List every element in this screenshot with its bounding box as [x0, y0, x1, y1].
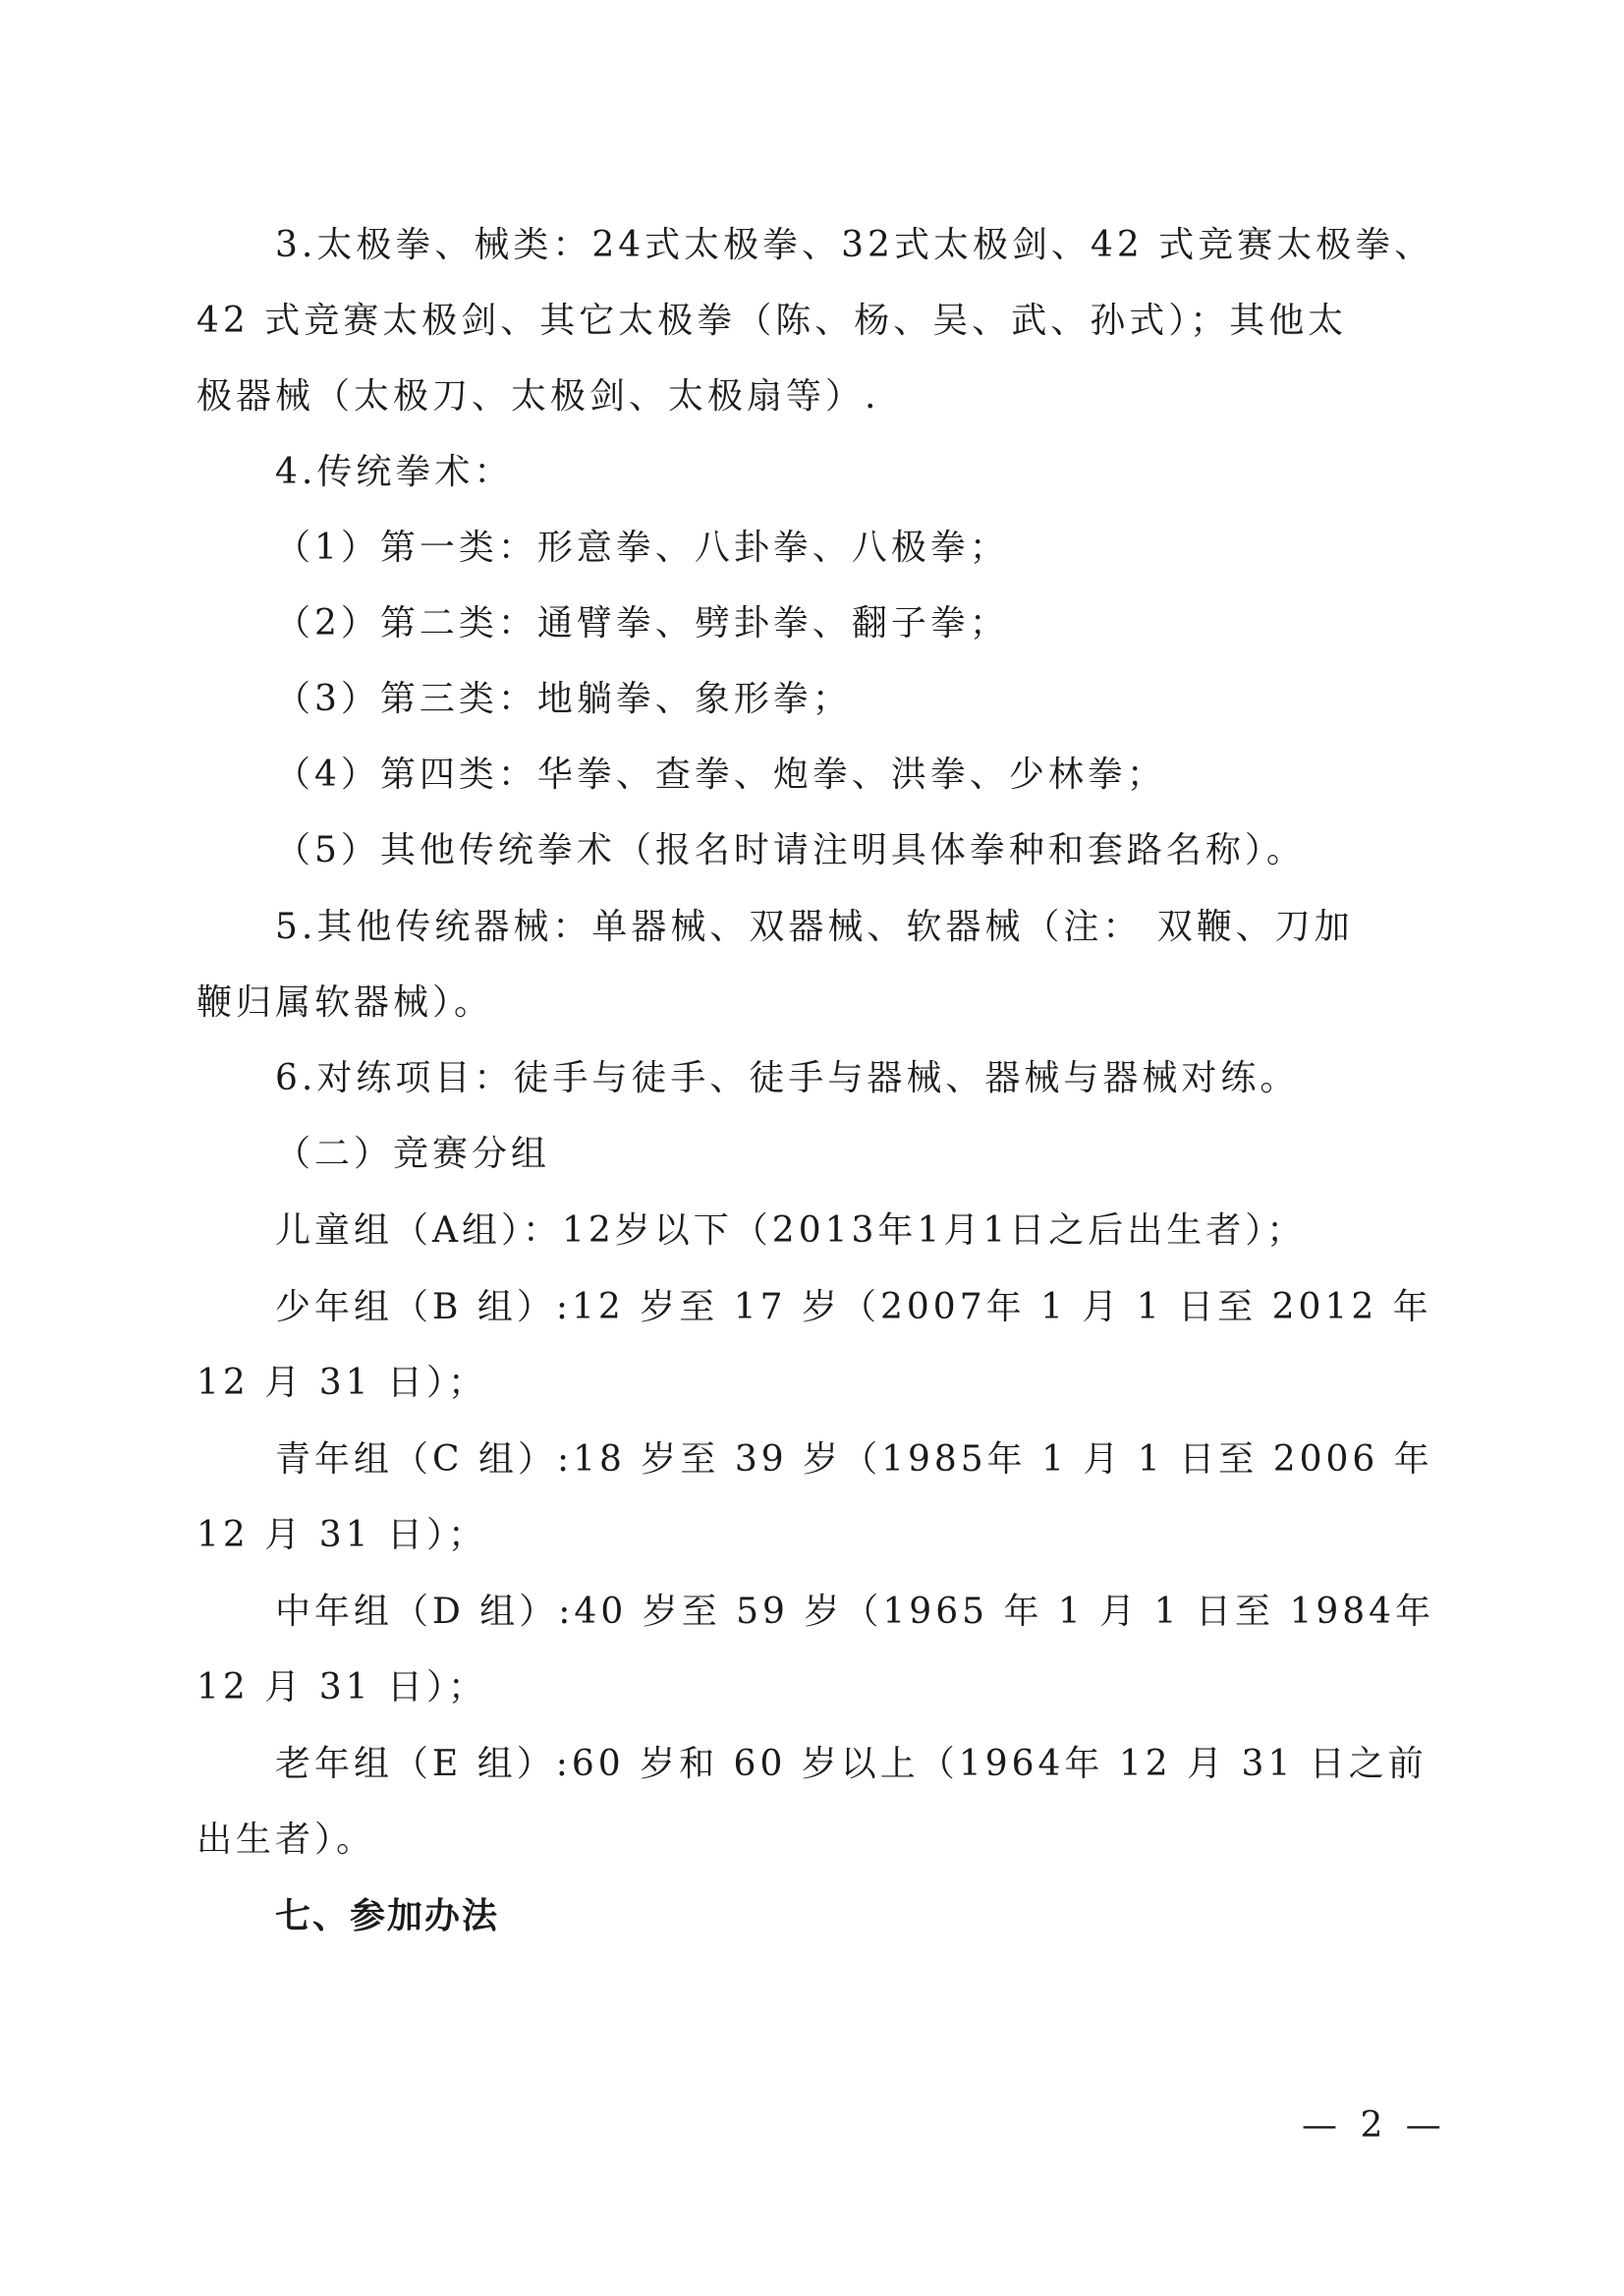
weapons-line-2: 鞭归属软器械）。	[196, 982, 494, 1023]
sparring-line: 6.对练项目：徒手与徒手、徒手与器械、器械与器械对练。	[275, 1058, 1300, 1098]
traditional-item-3: （3）第三类：地躺拳、象形拳；	[275, 679, 852, 719]
traditional-item-2: （2）第二类：通臂拳、劈卦拳、翻子拳；	[275, 603, 1009, 644]
group-a: 儿童组（A组）：12岁以下（2013年1月1日之后出生者）；	[275, 1210, 1307, 1251]
weapons-line-1: 5.其他传统器械：单器械、双器械、软器械（注： 双鞭、刀加	[275, 907, 1354, 947]
traditional-item-5: （5）其他传统拳术（报名时请注明具体拳种和套路名称）。	[275, 830, 1306, 870]
group-c-line-2: 12 月 31 日）；	[196, 1515, 487, 1555]
traditional-title: 4.传统拳术：	[275, 452, 514, 492]
group-d-line-2: 12 月 31 日）；	[196, 1667, 487, 1708]
taiji-line-1: 3.太极拳、械类：24式太极拳、32式太极剑、42 式竞赛太极拳、	[275, 225, 1434, 265]
group-d-line-1: 中年组（D 组）:40 岁至 59 岁（1965 年 1 月 1 日至 1984年	[275, 1592, 1435, 1632]
groups-title: （二）竞赛分组	[275, 1134, 551, 1174]
section-7-heading: 七、参加办法	[275, 1896, 500, 1936]
page-number: — 2 —	[1302, 2105, 1447, 2146]
taiji-line-2: 42 式竞赛太极剑、其它太极拳（陈、杨、吴、武、孙式）；其他太	[196, 301, 1348, 341]
group-b-line-2: 12 月 31 日）；	[196, 1363, 487, 1403]
group-e-line-2: 出生者）。	[196, 1820, 376, 1860]
group-b-line-1: 少年组（B 组）:12 岁至 17 岁（2007年 1 月 1 日至 2012 年	[275, 1287, 1432, 1327]
traditional-item-4: （4）第四类：华拳、查拳、炮拳、洪拳、少林拳；	[275, 755, 1166, 795]
group-c-line-1: 青年组（C 组）:18 岁至 39 岁（1985年 1 月 1 日至 2006 年	[275, 1439, 1433, 1480]
group-e-line-1: 老年组（E 组）:60 岁和 60 岁以上（1964年 12 月 31 日之前	[275, 1744, 1428, 1784]
traditional-item-1: （1）第一类：形意拳、八卦拳、八极拳；	[275, 528, 1009, 568]
taiji-line-3: 极器械（太极刀、太极剑、太极扇等）.	[196, 376, 880, 417]
